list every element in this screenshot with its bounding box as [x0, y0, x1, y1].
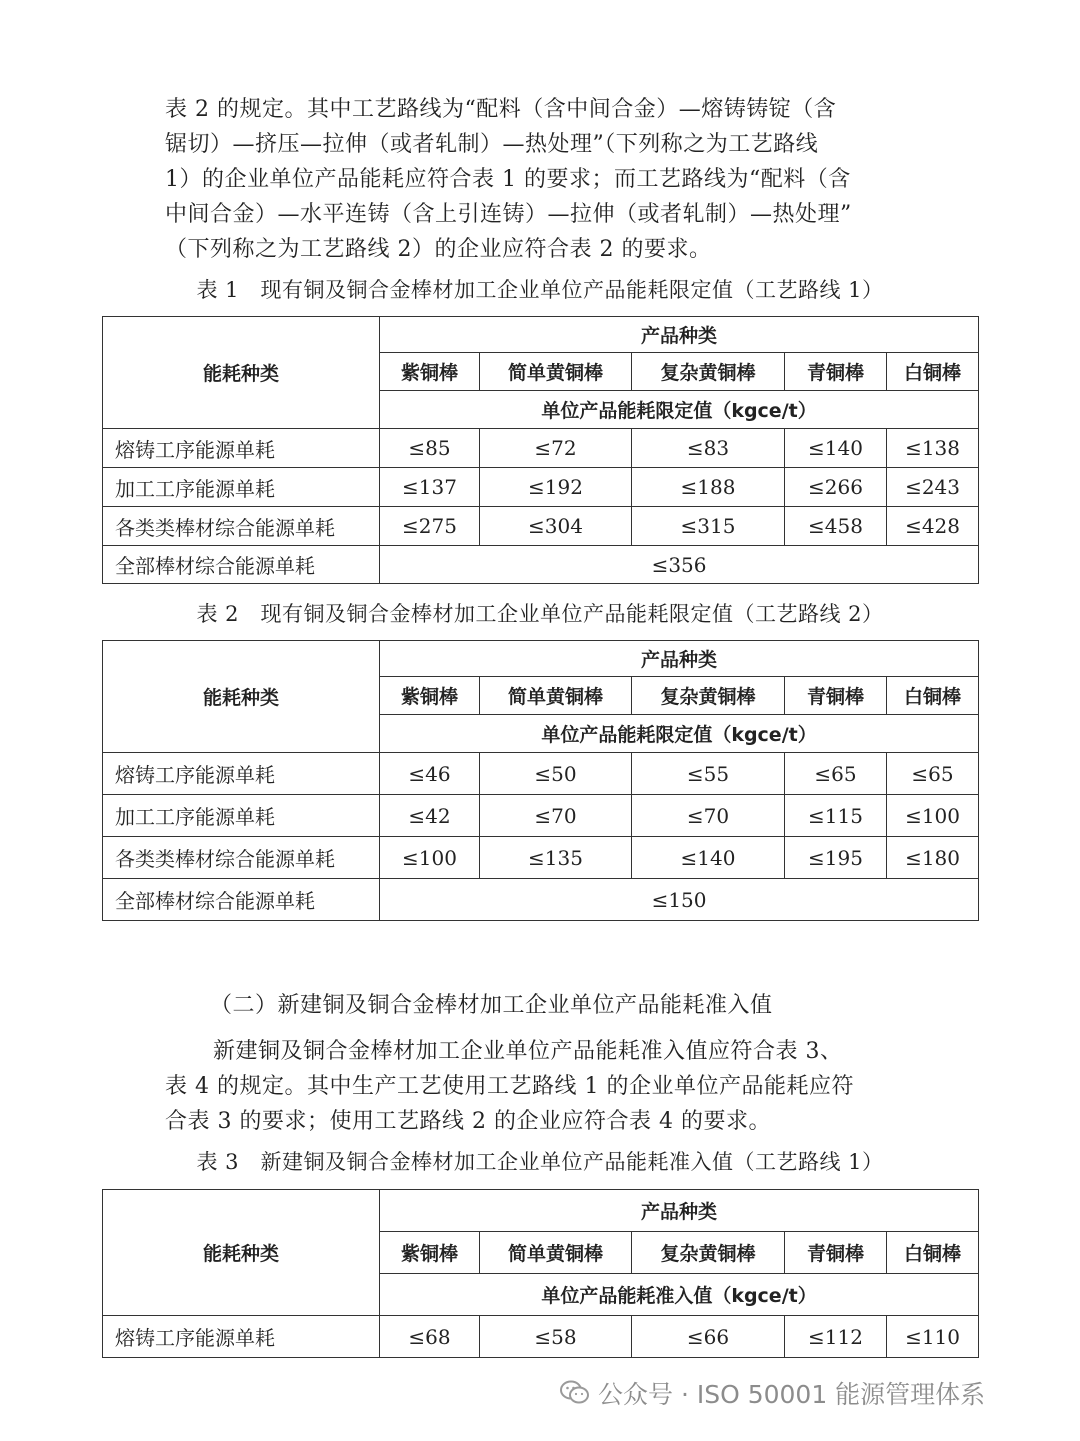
- table3: [102, 1189, 979, 1358]
- cell: ≤315: [632, 507, 785, 546]
- corner-header: 能耗种类: [103, 641, 380, 753]
- cell: ≤72: [480, 429, 632, 468]
- total-cell: ≤150: [380, 879, 979, 921]
- cell: ≤137: [380, 468, 480, 507]
- cell: ≤243: [887, 468, 979, 507]
- section-heading: （二）新建铜及铜合金棒材加工企业单位产品能耗准入值: [210, 993, 773, 1018]
- product-header: 复杂黄铜棒: [632, 353, 785, 391]
- product-header: 紫铜棒: [380, 1232, 480, 1274]
- cell: ≤55: [632, 753, 785, 795]
- corner-header: 能耗种类: [103, 317, 380, 429]
- text-line: 表 4 的规定。其中生产工艺使用工艺路线 1 的企业单位产品能耗应符: [165, 1074, 854, 1099]
- table-row: [103, 795, 979, 837]
- table-row-total: [103, 879, 979, 921]
- unit-header: 单位产品能耗限定值（kgce/t）: [380, 715, 979, 753]
- cell: ≤112: [785, 1316, 887, 1358]
- row-label: 各类类棒材综合能源单耗: [103, 507, 380, 546]
- table-row: [103, 429, 979, 468]
- cell: ≤100: [380, 837, 480, 879]
- table-row-total: [103, 546, 979, 584]
- cell: ≤140: [632, 837, 785, 879]
- text-line: 锯切）—挤压—拉伸（或者轧制）—热处理”（下列称之为工艺路线: [165, 132, 819, 157]
- cell: ≤83: [632, 429, 785, 468]
- row-label: 各类类棒材综合能源单耗: [103, 837, 380, 879]
- table2-caption: 表 2 现有铜及铜合金棒材加工企业单位产品能耗限定值（工艺路线 2）: [196, 602, 884, 626]
- product-header: 白铜棒: [887, 1232, 979, 1274]
- total-cell: ≤356: [380, 546, 979, 584]
- cell: ≤304: [480, 507, 632, 546]
- section2-paragraph: [165, 1034, 925, 1139]
- product-header: 紫铜棒: [380, 677, 480, 715]
- cell: ≤275: [380, 507, 480, 546]
- row-label: 全部棒材综合能源单耗: [103, 879, 380, 921]
- cell: ≤140: [785, 429, 887, 468]
- row-label: 加工工序能源单耗: [103, 795, 380, 837]
- product-header: 白铜棒: [887, 677, 979, 715]
- table-row: [103, 753, 979, 795]
- product-header: 青铜棒: [785, 677, 887, 715]
- cell: ≤65: [887, 753, 979, 795]
- intro-paragraph: [165, 92, 925, 267]
- cell: ≤180: [887, 837, 979, 879]
- text-line: 合表 3 的要求；使用工艺路线 2 的企业应符合表 4 的要求。: [165, 1109, 771, 1134]
- text-line: 1）的企业单位产品能耗应符合表 1 的要求；而工艺路线为“配料（含: [165, 167, 851, 192]
- cell: ≤458: [785, 507, 887, 546]
- cell: ≤42: [380, 795, 480, 837]
- cell: ≤46: [380, 753, 480, 795]
- group-header: 产品种类: [380, 1190, 979, 1232]
- row-label: 熔铸工序能源单耗: [103, 753, 380, 795]
- table1: [102, 316, 979, 584]
- corner-header: 能耗种类: [103, 1190, 380, 1316]
- cell: ≤192: [480, 468, 632, 507]
- unit-header: 单位产品能耗准入值（kgce/t）: [380, 1274, 979, 1316]
- wechat-icon: [560, 1380, 590, 1406]
- cell: ≤70: [632, 795, 785, 837]
- text-line: 表 2 的规定。其中工艺路线为“配料（含中间合金）—熔铸铸锭（含: [165, 97, 837, 122]
- product-header: 青铜棒: [785, 353, 887, 391]
- text-line: 中间合金）—水平连铸（含上引连铸）—拉伸（或者轧制）—热处理”: [165, 202, 852, 227]
- product-header: 青铜棒: [785, 1232, 887, 1274]
- product-header: 简单黄铜棒: [480, 677, 632, 715]
- group-header: 产品种类: [380, 317, 979, 353]
- product-header: 白铜棒: [887, 353, 979, 391]
- cell: ≤195: [785, 837, 887, 879]
- cell: ≤115: [785, 795, 887, 837]
- group-header: 产品种类: [380, 641, 979, 677]
- cell: ≤135: [480, 837, 632, 879]
- product-header: 紫铜棒: [380, 353, 480, 391]
- row-label: 加工工序能源单耗: [103, 468, 380, 507]
- table-row: [103, 468, 979, 507]
- cell: ≤110: [887, 1316, 979, 1358]
- cell: ≤66: [632, 1316, 785, 1358]
- text-line: （下列称之为工艺路线 2）的企业应符合表 2 的要求。: [165, 237, 712, 262]
- product-header: 复杂黄铜棒: [632, 1232, 785, 1274]
- cell: ≤50: [480, 753, 632, 795]
- cell: ≤65: [785, 753, 887, 795]
- product-header: 简单黄铜棒: [480, 1232, 632, 1274]
- cell: ≤100: [887, 795, 979, 837]
- cell: ≤70: [480, 795, 632, 837]
- watermark-text: 公众号 · ISO 50001 能源管理体系: [598, 1380, 986, 1409]
- table1-caption: 表 1 现有铜及铜合金棒材加工企业单位产品能耗限定值（工艺路线 1）: [196, 278, 884, 302]
- table-row: [103, 837, 979, 879]
- unit-header: 单位产品能耗限定值（kgce/t）: [380, 391, 979, 429]
- text-line: 新建铜及铜合金棒材加工企业单位产品能耗准入值应符合表 3、: [213, 1039, 843, 1064]
- table2: [102, 640, 979, 921]
- cell: ≤138: [887, 429, 979, 468]
- product-header: 复杂黄铜棒: [632, 677, 785, 715]
- cell: ≤58: [480, 1316, 632, 1358]
- watermark: [560, 1375, 985, 1411]
- cell: ≤68: [380, 1316, 480, 1358]
- cell: ≤266: [785, 468, 887, 507]
- row-label: 全部棒材综合能源单耗: [103, 546, 380, 584]
- row-label: 熔铸工序能源单耗: [103, 1316, 380, 1358]
- row-label: 熔铸工序能源单耗: [103, 429, 380, 468]
- cell: ≤188: [632, 468, 785, 507]
- cell: ≤85: [380, 429, 480, 468]
- cell: ≤428: [887, 507, 979, 546]
- product-header: 简单黄铜棒: [480, 353, 632, 391]
- table-row: [103, 507, 979, 546]
- table3-caption: 表 3 新建铜及铜合金棒材加工企业单位产品能耗准入值（工艺路线 1）: [196, 1150, 884, 1174]
- table-row: [103, 1316, 979, 1358]
